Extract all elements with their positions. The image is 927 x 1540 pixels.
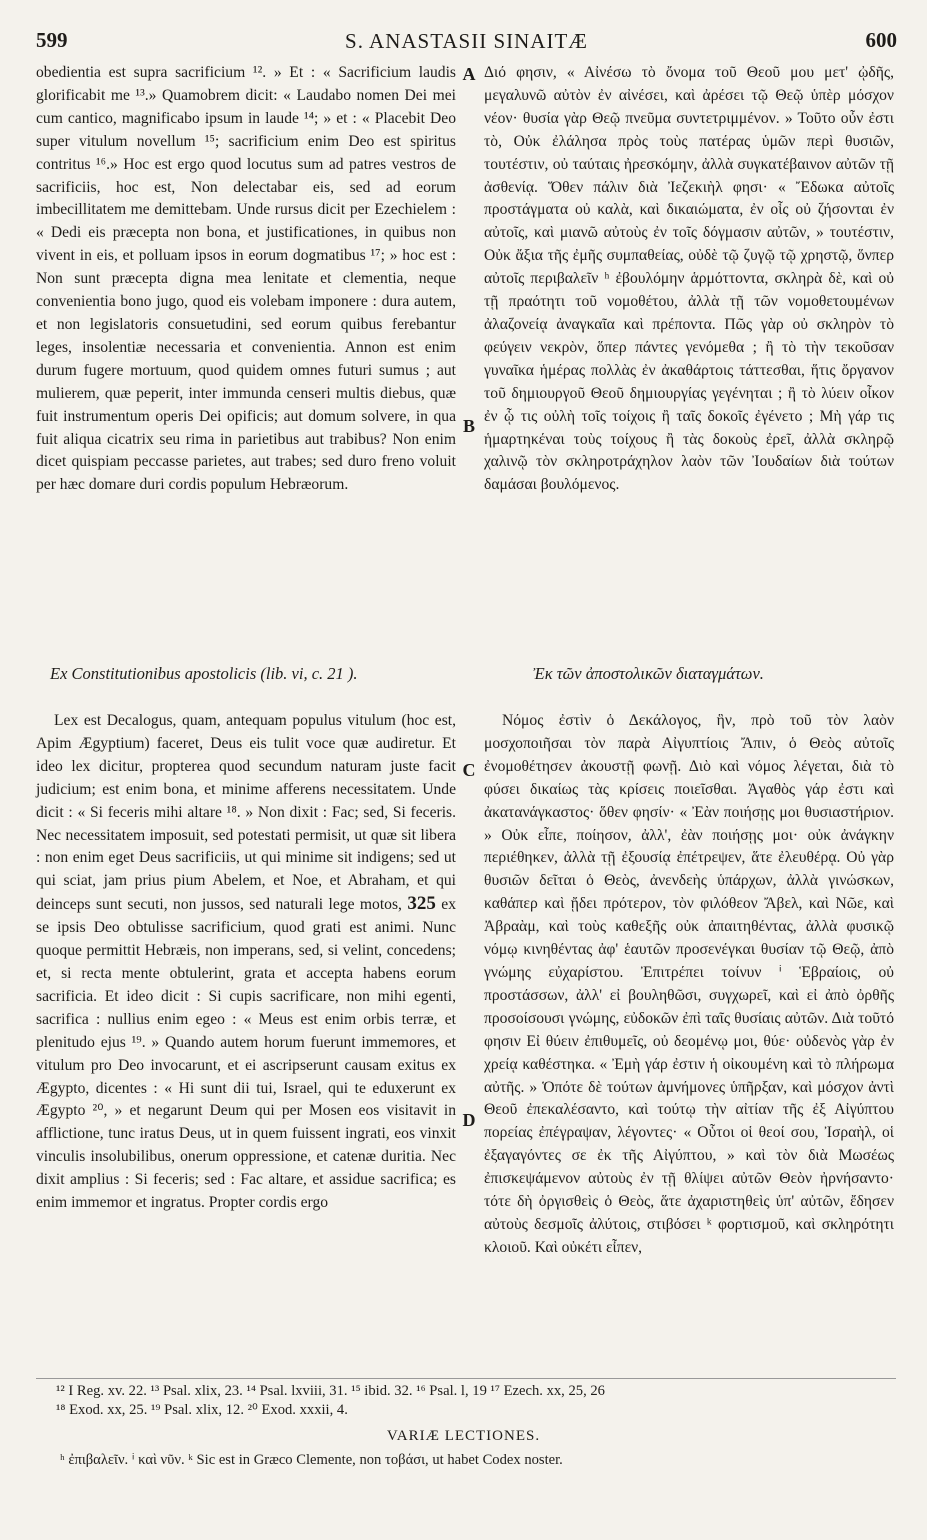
latin-upper-text: obedientia est supra sacrificium ¹². » Et : « Sacrificium laudis glorificabit me ¹³.» Quamobrem dicit: « Laudabo nomen Dei mei cum cantico, magnificabo ipsum in laude ¹⁴; » et : « Placebit Deo super vitulum novellum ¹⁵; sacrificium enim Deo est spiritus contritus ¹⁶.» Hoc est ergo quod locutus sum ad patres vestros de sacrificiis, hoc est, Non delectabar eis, sed ad eorum imbecillitatem me demittebam. Unde rursus dicit per Ezechielem : « Dedi eis præcepta non bona, et justificationes, in quibus non vivent in eis, et polluam ipsos in eorum dogmatibus ¹⁷; » hoc est : Non sunt præcepta digna mea lenitate et clementia, neque convenientia bono jugo, quod eis volebam imponere : dura autem, et non legislatoris consuetudini, sed eorum quibus ferebantur leges, insolentiæ necessaria et convenientia. Annon est enim durum fugere mortuum, quod quidem omnes futuri sumus ; aut mulierem, quæ peperit, inter immunda censeri multis diebus, quæ fuit instrumentum operis Dei opificis; aut domum solvere, in qua fuit aliqua cicatrix seu rima in parietibus aut trabibus? Non enim dicet quispiam peccasse parietes, aut trabes; sed duro freno voluit per hæc domare duri cordis populum Hebræorum.	[36, 64, 456, 494]
greek-column-lower	[484, 710, 894, 1260]
latin-column-lower	[36, 710, 456, 1215]
greek-upper-text: Διό φησιν, « Αἰνέσω τὸ ὄνομα τοῦ Θεοῦ μου μετ' ᾠδῆς, μεγαλυνῶ αὐτὸν ἐν αἰνέσει, καὶ ἀρέσει τῷ Θεῷ ὑπὲρ μόσχον νέον· θυσία γὰρ Θεῷ πνεῦμα συντετριμμένον. » Τοῦτο οὖν ἐστι τὸ, Οὐκ ἐλάλησα πρὸς τοὺς πατέρας ὑμῶν περὶ θυσιῶν, τουτέστιν, οὐ ταύταις ἠρεσκόμην, ἀλλὰ συγκατέβαινον αὐτῶν τῇ ἀσθενίᾳ. Ὅθεν πάλιν διὰ Ἰεζεκιὴλ φησι· « Ἔδωκα αὐτοῖς προστάγματα οὐ καλὰ, καὶ δικαιώματα, ἐν οἷς οὐ ζήσονται ἐν αὐτοῖς, καὶ μιανῶ αὐτοὺς ἐν τοῖς δόγμασιν αὐτῶν, » τουτέστιν, Οὐκ ἄξια τῆς ἐμῆς συμπαθείας, οὐδὲ τῷ ζυγῷ τῷ χρηστῷ, ὅνπερ αὐτοῖς περιβαλεῖν ʰ ἐβουλόμην ἁρμόττοντα, σκληρὰ δὲ, καὶ οὐ τῇ πραότητι τοῦ νομοθέτου, ἀλλὰ τῇ τῶν νομοθετουμένων ἀλαζονείᾳ ἀναγκαῖα καὶ πρέποντα. Πῶς γὰρ οὐ σκληρὸν τὸ φεύγειν νεκρὸν, ὅπερ πάντες γενόμεθα ; ἢ τὸ τὴν τεκοῦσαν γυναῖκα ἡμέρας πολλὰς ἐν ἀκαθάρτοις τάττεσθαι, ἥτις ὄργανον τοῦ δημιουργοῦ Θεοῦ δημιουργίας γεγένηται ; ἢ τὸ λύειν οἶκον ἐν ᾧ τις οὐλὴ τοῖς τοίχοις ἢ ταῖς δοκοῖς ἐγένετο ; Μὴ γάρ τις ἡμαρτηκέναι τοὺς τοίχους ἢ τὰς δοκοὺς ἐρεῖ, ἀλλὰ σκληρῷ χαλινῷ τὸν σκληροτράχηλον λαὸν τῶν Ἰουδαίων διὰ τούτων δαμάσαι βουλόμενος.	[484, 64, 894, 494]
footnote-line-2: ¹⁸ Exod. xx, 25. ¹⁹ Psal. xlix, 12. ²⁰ Exod. xxxii, 4.	[56, 1402, 348, 1418]
greek-column-upper	[484, 62, 894, 497]
footnotes	[56, 1382, 896, 1420]
running-title: S. ANASTASII SINAITÆ	[345, 29, 588, 53]
footnote-divider	[36, 1378, 896, 1379]
section-heading-latin: Ex Constitutionibus apostolicis (lib. vi, c. 21 ).	[50, 664, 358, 683]
latin-column-upper	[36, 62, 456, 497]
page-header	[36, 28, 897, 62]
margin-mark-c: C	[462, 760, 476, 780]
footnote-line-1: ¹² I Reg. xv. 22. ¹³ Psal. xlix, 23. ¹⁴ Psal. lxviii, 31. ¹⁵ ibid. 32. ¹⁶ Psal. l, 19 ¹⁷ Ezech. xx, 25, 26	[56, 1383, 605, 1399]
latin-lower-text	[36, 710, 456, 1215]
latin-lower-part-2: ex se ipsis Deo obtulisse sacrificium, quod grati est animi. Nunc quoque permittit Hebræis, non imperans, sed, si velint, concedens; et, si recta mente obtulerint, grata et accepta habens eorum sacrificia. Et ideo dicit : Si cupis sacrificare, non mihi egenti, sacrifica : nullius enim egeo : « Meus est enim orbis terræ, et plenitudo ejus ¹⁹. » Quando autem horum fuerunt immemores, et vitulum pro Deo invocarunt, et ei ascripserunt causam exitus ex Ægypto, dicentes : « Hi sunt dii tui, Israel, qui te eduxerunt ex Ægypto ²⁰, » et negarunt Deum qui per Mosen eos visitavit in afflictione, tunc iratus Deus, ut in quem fuissent ingrati, eos vinxit vinculis insolubilibus, onerum oppressione, et catenæ duritia. Nec dixit amplius : Si feceris; sed : Fac altare, et assidue sacrifica; es enim immemor et ingratus. Propter cordis ergo	[36, 896, 456, 1212]
page-number-left: 599	[36, 28, 68, 52]
greek-lower-text: Νόμος ἐστὶν ὁ Δεκάλογος, ἣν, πρὸ τοῦ τὸν λαὸν μοσχοποιῆσαι τὸν παρὰ Αἰγυπτίοις Ἄπιν, ὁ Θεὸς αὐτοῖς ἐνομοθέτησεν ἀκουστῇ φωνῇ. Διὸ καὶ νόμος λέγεται, διὰ τὸ φύσει δικαίως τὰς κρίσεις ποιεῖσθαι. Ἀγαθὸς γάρ ἐστι καὶ ἀκατανάγκαστος· ὅθεν φησίν· « Ἐὰν ποιήσῃς μοι θυσιαστήριον. » Οὐκ εἶπε, ποίησον, ἀλλ', ἐὰν ποιήσῃς μοι· οὐκ ἀνάγκην περιέθηκεν, ἀλλὰ τῇ ἐξουσίᾳ ἐπέτρεψεν, ἅτε ἐλευθέρᾳ. Οὐ γὰρ θυσιῶν δεῖται ὁ Θεὸς, ἀνενδεὴς ὑπάρχων, ἀλλὰ γινώσκων, καθάπερ καὶ ᾔδει πρότερον, τὸν φιλόθεον Ἄβελ, καὶ Νῶε, καὶ Ἀβραὰμ, καὶ τοὺς καθεξῆς οὐκ ἀπαιτηθέντας, ἀλλὰ φυσικῷ νόμῳ κινηθέντας ἀφ' ἑαυτῶν προσενέγκαι θυσίαν τῷ Θεῷ, ἀπὸ γνώμης εὐχαρίστου. Ἐπιτρέπει τοίνυν ⁱ Ἑβραίοις, οὐ προστάσσων, ἀλλ' εἰ βουληθῶσι, συγχωρεῖ, καὶ εἰ ἀπὸ ὀρθῆς προσοίσουσι γνώμης, εὐδοκῶν ἐπὶ ταῖς θυσίαις αὐτῶν. Διὰ τοῦτό φησιν Εἰ θύειν ἐπιθυμεῖς, οὐ δεομένῳ μοι, θύε· οὐδενὸς γὰρ ἐν χρείᾳ καθέστηκα. « Ἐμὴ γάρ ἐστιν ἡ οἰκουμένη καὶ τὸ πλήρωμα αὐτῆς. » Ὁπότε δὲ τούτων ἀμνήμονες ὑπῆρξαν, καὶ μόσχον ἀντὶ Θεοῦ ἐπεκαλέσαντο, καὶ τούτῳ τὴν αἰτίαν τῆς ἐξ Αἰγύπτου πορείας ἐπέγραψαν, λέγοντες· « Οὗτοι οἱ θεοί σου, Ἰσραὴλ, οἱ ἐξαγαγόντες σε ἐκ τῆς Αἰγύπτου, » καὶ τὸν διὰ Μωσέως ἐπισκεψάμενον αὐτοὺς ἐν τῇ θλίψει αὐτῶν Θεὸν ἠρνήσαντο· τότε δὴ ὀργισθεὶς ὁ Θεὸς, ἅτε ἀχαριστηθεὶς ὑπ' αὐτῶν, ἔδησεν αὐτοὺς δεσμοῖς ἀλύτοις, στιβόσει ᵏ φορτισμοῦ, καὶ σκληρότητι κλοιοῦ. Καὶ οὐκέτι εἶπεν,	[484, 712, 894, 1256]
margin-mark-d: D	[462, 1110, 476, 1130]
margin-mark-a: A	[462, 64, 476, 84]
variae-lectiones-title: VARIÆ LECTIONES.	[386, 1428, 541, 1444]
variae-lectiones-text: ʰ ἐπιβαλεῖν. ⁱ καὶ νῦν. ᵏ Sic est in Græco Clemente, non τοβάσι, ut habet Codex noster.	[60, 1452, 563, 1468]
section-heading-greek: Ἐκ τῶν ἀποστολικῶν διαταγμάτων.	[533, 664, 764, 683]
latin-lower-part-1: Lex est Decalogus, quam, antequam populus vitulum (hoc est, Apim Ægyptium) faceret, Deus eis tulit voce quæ audiretur. Et ideo lex dicitur, propterea quod secundum naturam juste facit judicium; est enim bona, et minime afferens necessitatem. Unde dicit : « Si feceris mihi altare ¹⁸. » Non dixit : Fac; sed, Si feceris. Nec necessitatem imposuit, sed potestati permisit, ut quæ sit libera : non enim eget Deus sacrificiis, ut qui minime sit indigens; sed ut qui sciat, jam prius pium Abelem, et Noe, et Abraham, et qui deinceps sunt secuti, non jussos, sed naturali lege motos,	[36, 712, 456, 914]
margin-mark-b: B	[462, 416, 475, 436]
column-number: 325	[407, 893, 436, 915]
page-number-right: 600	[865, 28, 897, 52]
